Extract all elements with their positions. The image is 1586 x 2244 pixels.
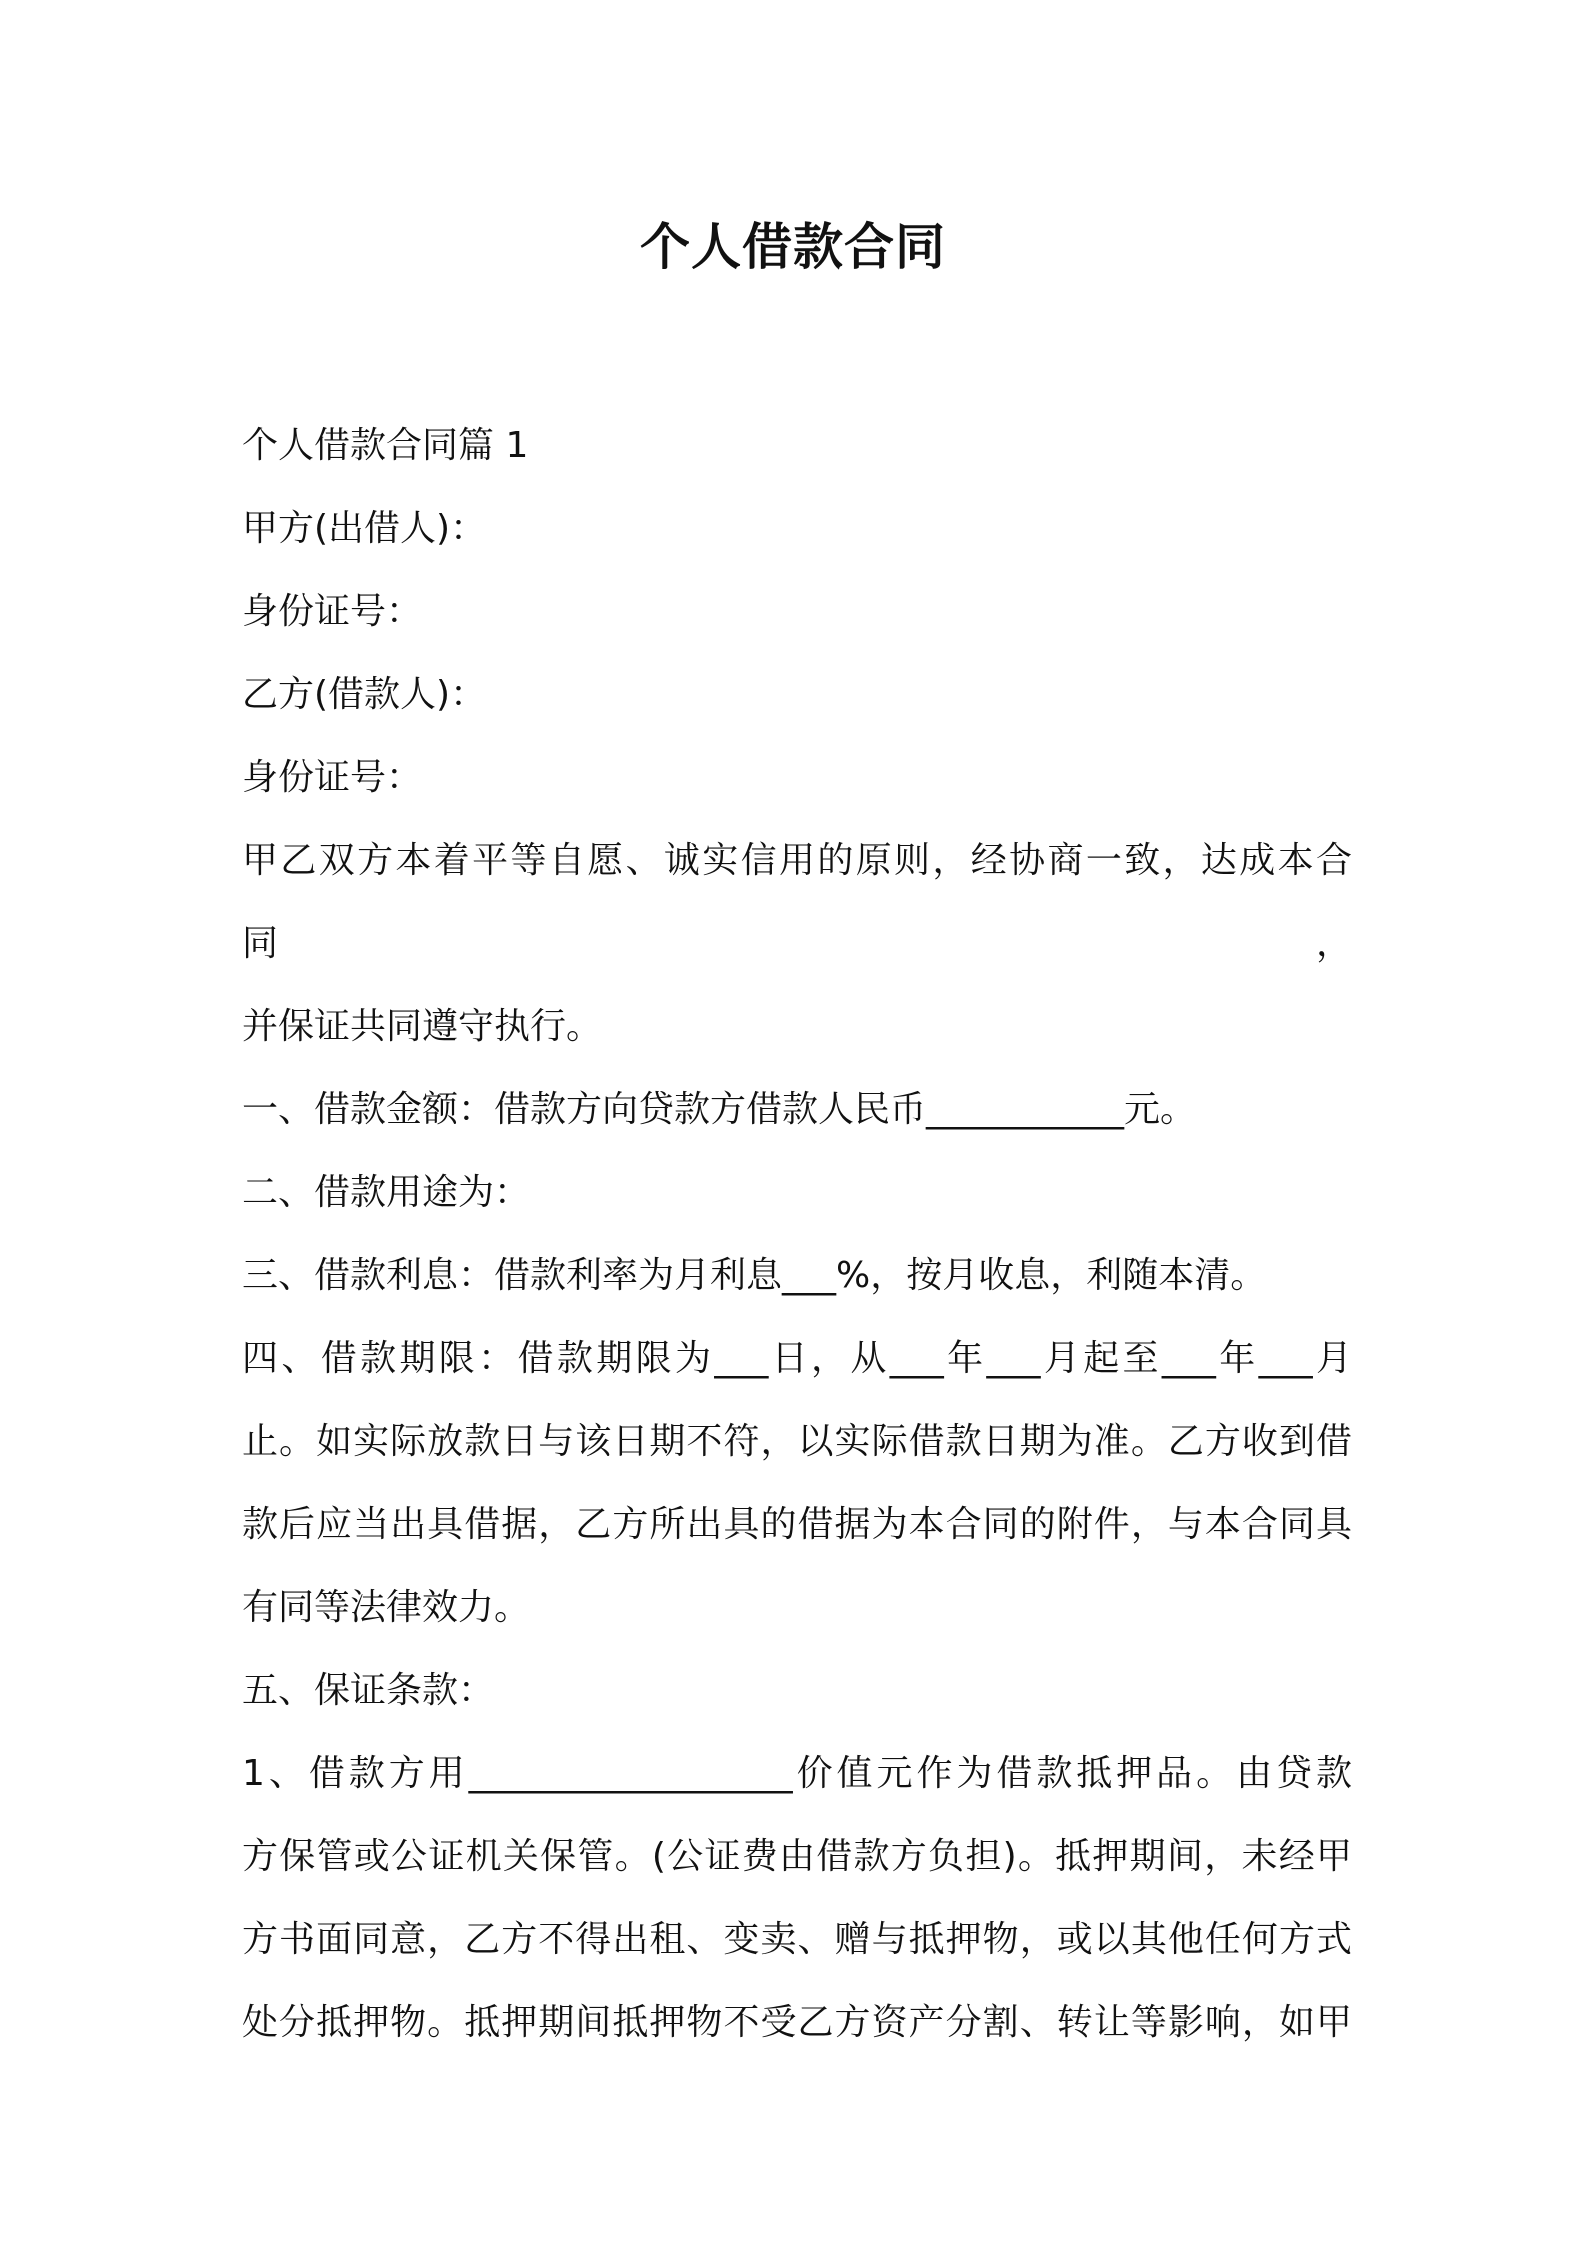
clause-line: 止。如实际放款日与该日期不符，以实际借款日期为准。乙方收到借	[242, 1421, 1352, 1462]
preamble-line: 甲乙双方本着平等自愿、诚实信用的原则，经协商一致，达成本合同，	[242, 840, 1352, 964]
document-body	[242, 404, 1352, 2064]
borrower-id-label: 身份证号：	[242, 757, 423, 798]
clause-loan-purpose: 二、借款用途为：	[242, 1172, 531, 1213]
clause-line: 处分抵押物。抵押期间抵押物不受乙方资产分割、转让等影响，如甲	[242, 2002, 1352, 2043]
clause-loan-amount: 一、借款金额：借款方向贷款方借款人民币___________元。	[242, 1089, 1197, 1130]
preamble-line: 并保证共同遵守执行。	[242, 1006, 603, 1047]
clause-line: 方书面同意，乙方不得出租、变卖、赠与抵押物，或以其他任何方式	[242, 1919, 1352, 1960]
clause-loan-term	[242, 1317, 1352, 1649]
clause-loan-interest: 三、借款利息：借款利率为月利息___%，按月收息，利随本清。	[242, 1255, 1267, 1296]
clause-guarantee-heading: 五、保证条款：	[242, 1670, 495, 1711]
clause-guarantee-item-1	[242, 1732, 1352, 2064]
clause-line: 四、借款期限：借款期限为___日，从___年___月起至___年___月	[242, 1338, 1352, 1379]
clause-line: 方保管或公证机关保管。(公证费由借款方负担)。抵押期间，未经甲	[242, 1836, 1352, 1877]
borrower-label: 乙方(借款人)：	[242, 674, 487, 715]
lender-id-label: 身份证号：	[242, 591, 423, 632]
clause-line: 1、借款方用__________________价值元作为借款抵押品。由贷款	[242, 1753, 1352, 1794]
clause-line: 有同等法律效力。	[242, 1587, 531, 1628]
document-title: 个人借款合同	[640, 218, 946, 276]
clause-line: 款后应当出具借据，乙方所出具的借据为本合同的附件，与本合同具	[242, 1504, 1352, 1545]
lender-label: 甲方(出借人)：	[242, 508, 487, 549]
preamble-paragraph	[242, 819, 1352, 1068]
section-title: 个人借款合同篇 1	[242, 425, 529, 466]
